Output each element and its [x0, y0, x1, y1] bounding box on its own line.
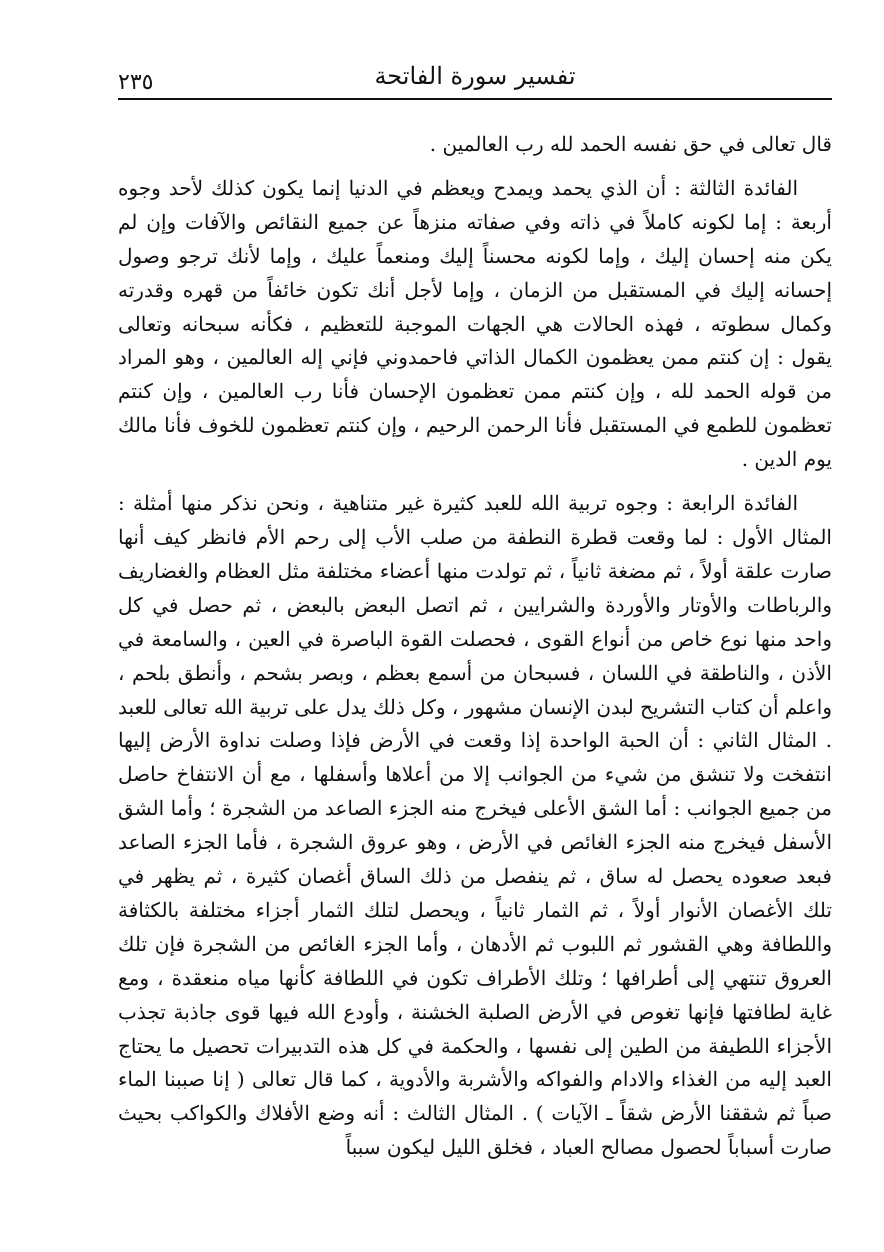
- page-header: [118, 56, 832, 100]
- paragraph-closing-verse: قال تعالى في حق نفسه الحمد لله رب العالمين .: [429, 132, 832, 156]
- paragraph-fourth-benefit: الفائدة الرابعة : وجوه تربية الله للعبد كثيرة غير متناهية ، ونحن نذكر منها أمثلة : المثال الأول : لما وقعت قطرة النطفة من صلب الأب إلى رحم الأم فانظر كيف أنها صارت علقة أولاً ، ثم مضغة ثانياً ، ثم تولدت منها أعضاء مختلفة مثل العظام والغضاريف والرباطات والأوتار والأوردة والشرايين ، ثم اتصل البعض بالبعض ، ثم حصل في كل واحد منها نوع خاص من أنواع القوى ، فحصلت القوة الباصرة في العين ، والسامعة في الأذن ، والناطقة في اللسان ، فسبحان من أسمع بعظم ، وبصر بشحم ، وأنطق بلحم ، واعلم أن كتاب التشريح لبدن الإنسان مشهور ، وكل ذلك يدل على تربية الله تعالى للعبد . المثال الثاني : أن الحبة الواحدة إذا وقعت في الأرض فإذا وصلت نداوة الأرض إليها انتفخت ولا تنشق من شيء من الجوانب إلا من أعلاها وأسفلها ، مع أن الانتفاخ حاصل من جميع الجوانب : أما الشق الأعلى فيخرج منه الجزء الصاعد من الشجرة ؛ وأما الشق الأسفل فيخرج منه الجزء الغائص في الأرض ، وهو عروق الشجرة ، فأما الجزء الصاعد فبعد صعوده يحصل له ساق ، ثم ينفصل من ذلك الساق أغصان كثيرة ، ثم يظهر في تلك الأغصان الأنوار أولاً ، ثم الثمار ثانياً ، ويحصل لتلك الثمار أجزاء مختلفة بالكثافة واللطافة وهي القشور ثم اللبوب ثم الأدهان ، وأما الجزء الغائص من الشجرة فإن تلك العروق تنتهي إلى أطرافها ؛ وتلك الأطراف تكون في اللطافة كأنها مياه منعقدة ، ومع غاية لطافتها فإنها تغوص في الأرض الصلبة الخشنة ، وأودع الله فيها قوى جاذبة تجذب الأجزاء اللطيفة من الطين إلى نفسها ، والحكمة في كل هذه التدبيرات تحصيل ما يحتاج العبد إليه من الغذاء والادام والفواكه والأشربة والأدوية ، كما قال تعالى ( إنا صببنا الماء صباً ثم شققنا الأرض شقاً ـ الآيات ) . المثال الثالث : أنه وضع الأفلاك والكواكب بحيث صارت أسباباً لحصول مصالح العباد ، فخلق الليل ليكون سبباً: [118, 491, 832, 1160]
- page-number: ٢٣٥: [118, 70, 154, 95]
- header-rule: [118, 98, 832, 100]
- paragraph-third-benefit: الفائدة الثالثة : أن الذي يحمد ويمدح ويعظم في الدنيا إنما يكون كذلك لأحد وجوه أربعة : إما لكونه كاملاً في ذاته وفي صفاته منزهاً عن جميع النقائص والآفات وإن لم يكن منه إحسان إليك ، وإما لكونه محسناً إليك ومنعماً عليك ، وإما لأنك ترجو وصول إحسانه إليك في المستقبل من الزمان ، وإما لأجل أنك تكون خائفاً من قهره وقدرته وكمال سطوته ، فهذه الحالات هي الجهات الموجبة للتعظيم ، فكأنه سبحانه وتعالى يقول : إن كنتم ممن يعظمون الكمال الذاتي فاحمدوني فإني إله العالمين ، وهو المراد من قوله الحمد لله ، وإن كنتم ممن تعظمون الإحسان فأنا رب العالمين ، وإن كنتم تعظمون للطمع في المستقبل فأنا الرحمن الرحيم ، وإن كنتم تعظمون للخوف فأنا مالك يوم الدين .: [118, 175, 832, 472]
- running-title: تفسير سورة الفاتحة: [374, 62, 576, 90]
- page-body: [118, 128, 832, 1165]
